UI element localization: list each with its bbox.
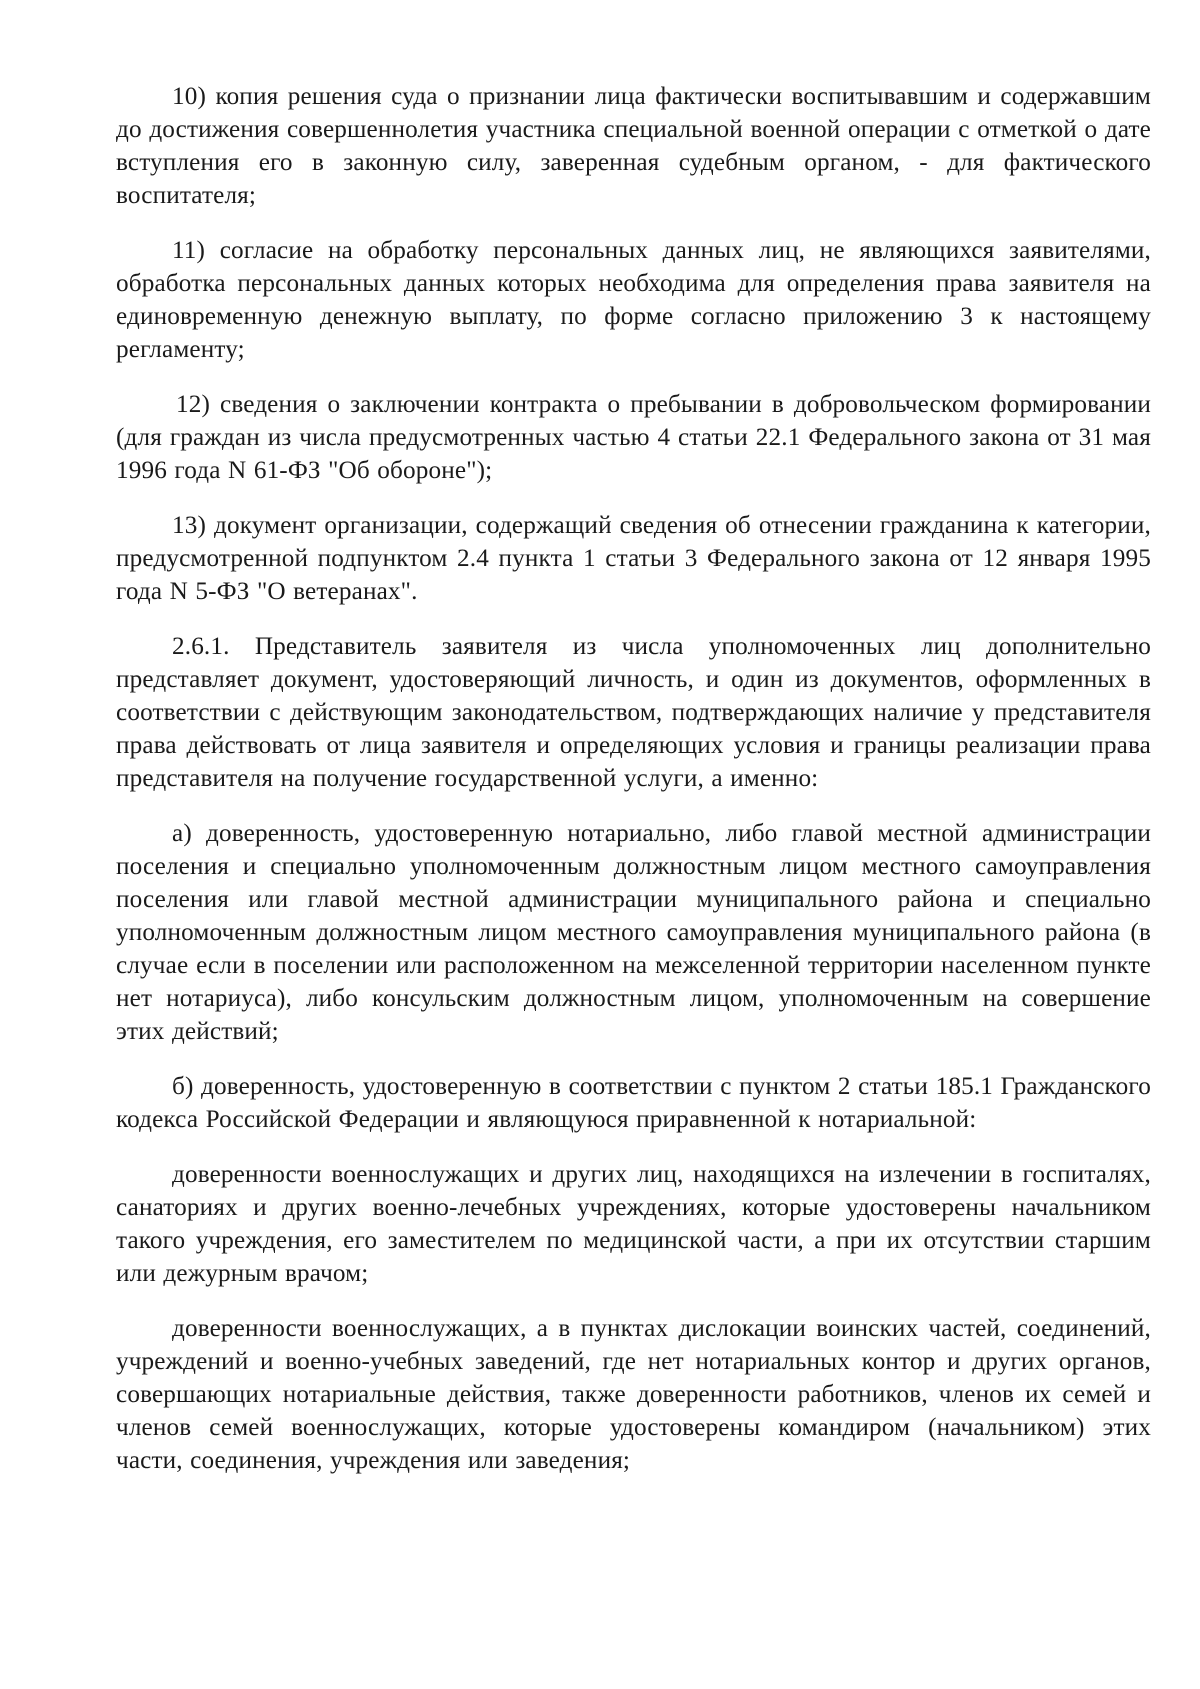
paragraph-hospital-powers: доверенности военнослужащих и других лиц, находящихся на излечении в госпиталях, санаториях и других военно-лечебных учреждениях, которые удостоверены начальником такого учреждения, его заместителем по медицинской части, а при их отсутствии старшим или дежурным врачом; [116,1161,1151,1287]
paragraph-item-11: 11) согласие на обработку персональных данных лиц, не являющихся заявителями, обработка персональных данных которых необходима для определения права заявителя на единовременную денежную выплату, по форме согласно приложению 3 к настоящему регламенту; [116,237,1151,363]
paragraph-item-10: 10) копия решения суда о признании лица фактически воспитывавшим и содержавшим до достижения совершеннолетия участника специальной военной операции с отметкой о дате вступления его в законную силу, заверенная судебным органом, - для фактического воспитателя; [116,83,1151,209]
paragraph-item-12: 12) сведения о заключении контракта о пребывании в добровольческом формировании (для граждан из числа предусмотренных частью 4 статьи 22.1 Федерального закона от 31 мая 1996 года N 61-ФЗ "Об обороне"); [116,391,1151,484]
paragraph-military-powers: доверенности военнослужащих, а в пунктах дислокации воинских частей, соединений, учреждений и военно-учебных заведений, где нет нотариальных контор и других органов, совершающих нотариальные действия, также доверенности работников, членов их семей и членов семей военнослужащих, которые удостоверены командиром (начальником) этих части, соединения, учреждения или заведения; [116,1315,1151,1474]
paragraph-item-13: 13) документ организации, содержащий сведения об отнесении гражданина к категории, предусмотренной подпунктом 2.4 пункта 1 статьи 3 Федерального закона от 12 января 1995 года N 5-ФЗ "О ветеранах". [116,512,1151,605]
paragraph-subitem-a: а) доверенность, удостоверенную нотариально, либо главой местной администрации поселения и специально уполномоченным должностным лицом местного самоуправления поселения или главой местной администрации муниципального района и специально уполномоченным должностным лицом местного самоуправления муниципального района (в случае если в поселении или расположенном на межселенной территории населенном пункте нет нотариуса), либо консульским должностным лицом, уполномоченным на совершение этих действий; [116,820,1151,1045]
paragraph-section-2-6-1: 2.6.1. Представитель заявителя из числа уполномоченных лиц дополнительно представляет документ, удостоверяющий личность, и один из документов, оформленных в соответствии с действующим законодательством, подтверждающих наличие у представителя права действовать от лица заявителя и определяющих условия и границы реализации права представителя на получение государственной услуги, а именно: [116,633,1151,792]
paragraph-subitem-b: б) доверенность, удостоверенную в соответствии с пунктом 2 статьи 185.1 Гражданского кодекса Российской Федерации и являющуюся приравненной к нотариальной: [116,1073,1151,1133]
